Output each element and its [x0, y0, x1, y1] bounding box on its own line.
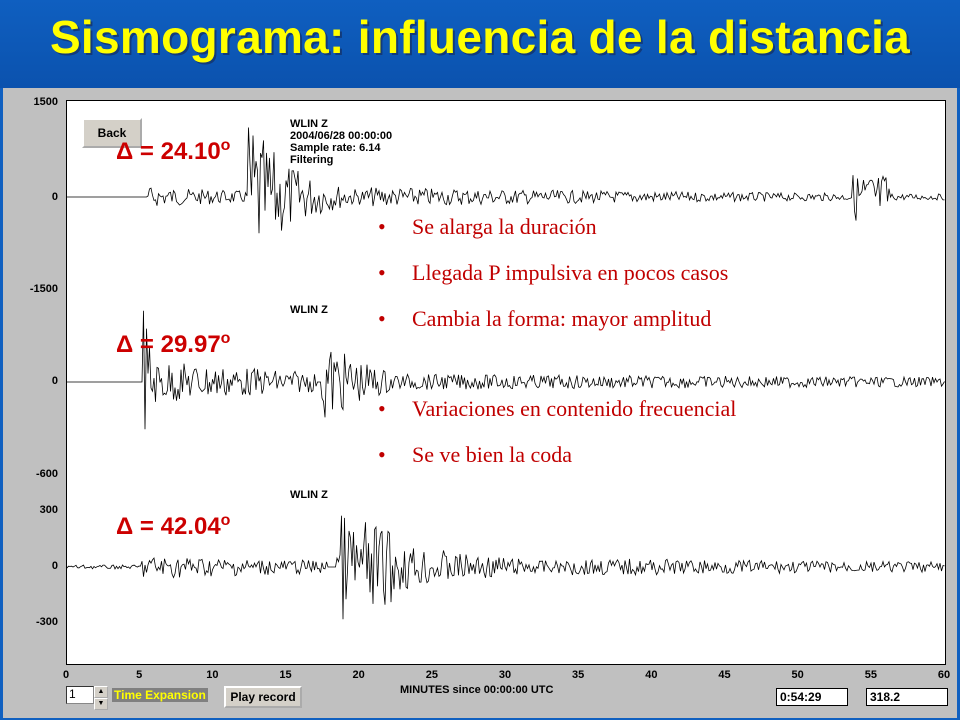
x-tick-label: 10	[206, 669, 219, 681]
bullet-item: • Cambia la forma: mayor amplitud	[378, 306, 712, 331]
y-label: -1500	[29, 283, 58, 295]
distance-value: Δ = 24.10	[116, 138, 221, 165]
time-expansion-input[interactable]: 1	[66, 686, 94, 704]
x-tick-label: 0	[62, 669, 70, 681]
x-axis-title: MINUTES since 00:00:00 UTC	[400, 684, 554, 696]
seismogram-traces	[67, 101, 945, 664]
bullet-text: Se alarga la duración	[412, 214, 597, 239]
time-readout: 0:54:29	[776, 688, 848, 706]
distance-label	[116, 330, 230, 359]
x-tick-label: 25	[425, 669, 438, 681]
distance-value: Δ = 42.04	[116, 513, 221, 540]
bullet-item: • Se alarga la duración	[378, 214, 597, 239]
distance-label	[116, 137, 230, 166]
degree-sign: o	[220, 137, 231, 154]
station-info	[290, 118, 392, 166]
x-tick-label: 50	[791, 669, 804, 681]
station-filtering: Filtering	[290, 154, 334, 166]
y-label: 0	[51, 191, 58, 203]
play-record-button[interactable]: Play record	[224, 686, 302, 708]
x-tick-label: 35	[572, 669, 585, 681]
x-tick-label: 40	[645, 669, 658, 681]
x-tick-label: 45	[718, 669, 731, 681]
bullet-list-upper	[378, 214, 728, 352]
bullet-text: Llegada P impulsiva en pocos casos	[412, 260, 729, 285]
title-bar	[0, 0, 960, 88]
y-label: -300	[35, 616, 58, 628]
spin-down-button[interactable]: ▼	[94, 698, 108, 710]
bullet-item: • Variaciones en contenido frecuencial	[378, 396, 737, 421]
station-name: WLIN Z	[290, 304, 328, 316]
station-sample-rate: Sample rate: 6.14	[290, 142, 381, 154]
bullet-item: • Se ve bien la coda	[378, 442, 573, 467]
value-readout: 318.2	[866, 688, 948, 706]
distance-value: Δ = 29.97	[116, 331, 221, 358]
distance-label	[116, 512, 230, 541]
y-label: 300	[39, 504, 58, 516]
bullet-list-lower	[378, 396, 736, 488]
x-tick-label: 30	[498, 669, 512, 681]
degree-sign: o	[220, 330, 231, 347]
spin-up-button[interactable]: ▲	[94, 686, 108, 698]
back-button[interactable]: Back	[82, 118, 142, 148]
bullet-text: Variaciones en contenido frecuencial	[412, 396, 737, 421]
x-tick-label: 5	[136, 669, 143, 681]
y-label: 0	[51, 375, 58, 387]
slide-title: Sismograma: influencia de la distancia	[49, 11, 911, 63]
plot-area	[66, 100, 946, 665]
x-tick-label: 15	[279, 669, 292, 681]
y-label: 0	[51, 560, 58, 572]
bullet-text: Cambia la forma: mayor amplitud	[412, 306, 712, 331]
station-name: WLIN Z	[290, 489, 328, 501]
x-tick-label: 20	[352, 669, 365, 681]
bullet-text: Se ve bien la coda	[412, 442, 573, 467]
station-date: 2004/06/28 00:00:00	[290, 130, 393, 142]
time-expansion-label: Time Expansion	[114, 688, 206, 702]
bullet-item: • Llegada P impulsiva en pocos casos	[378, 260, 729, 285]
station-name: WLIN Z	[290, 118, 328, 130]
y-label: 1500	[33, 96, 58, 108]
x-tick-label: 60	[937, 669, 951, 681]
y-label: -600	[35, 468, 58, 480]
x-tick-label: 55	[864, 669, 877, 681]
degree-sign: o	[220, 512, 231, 529]
